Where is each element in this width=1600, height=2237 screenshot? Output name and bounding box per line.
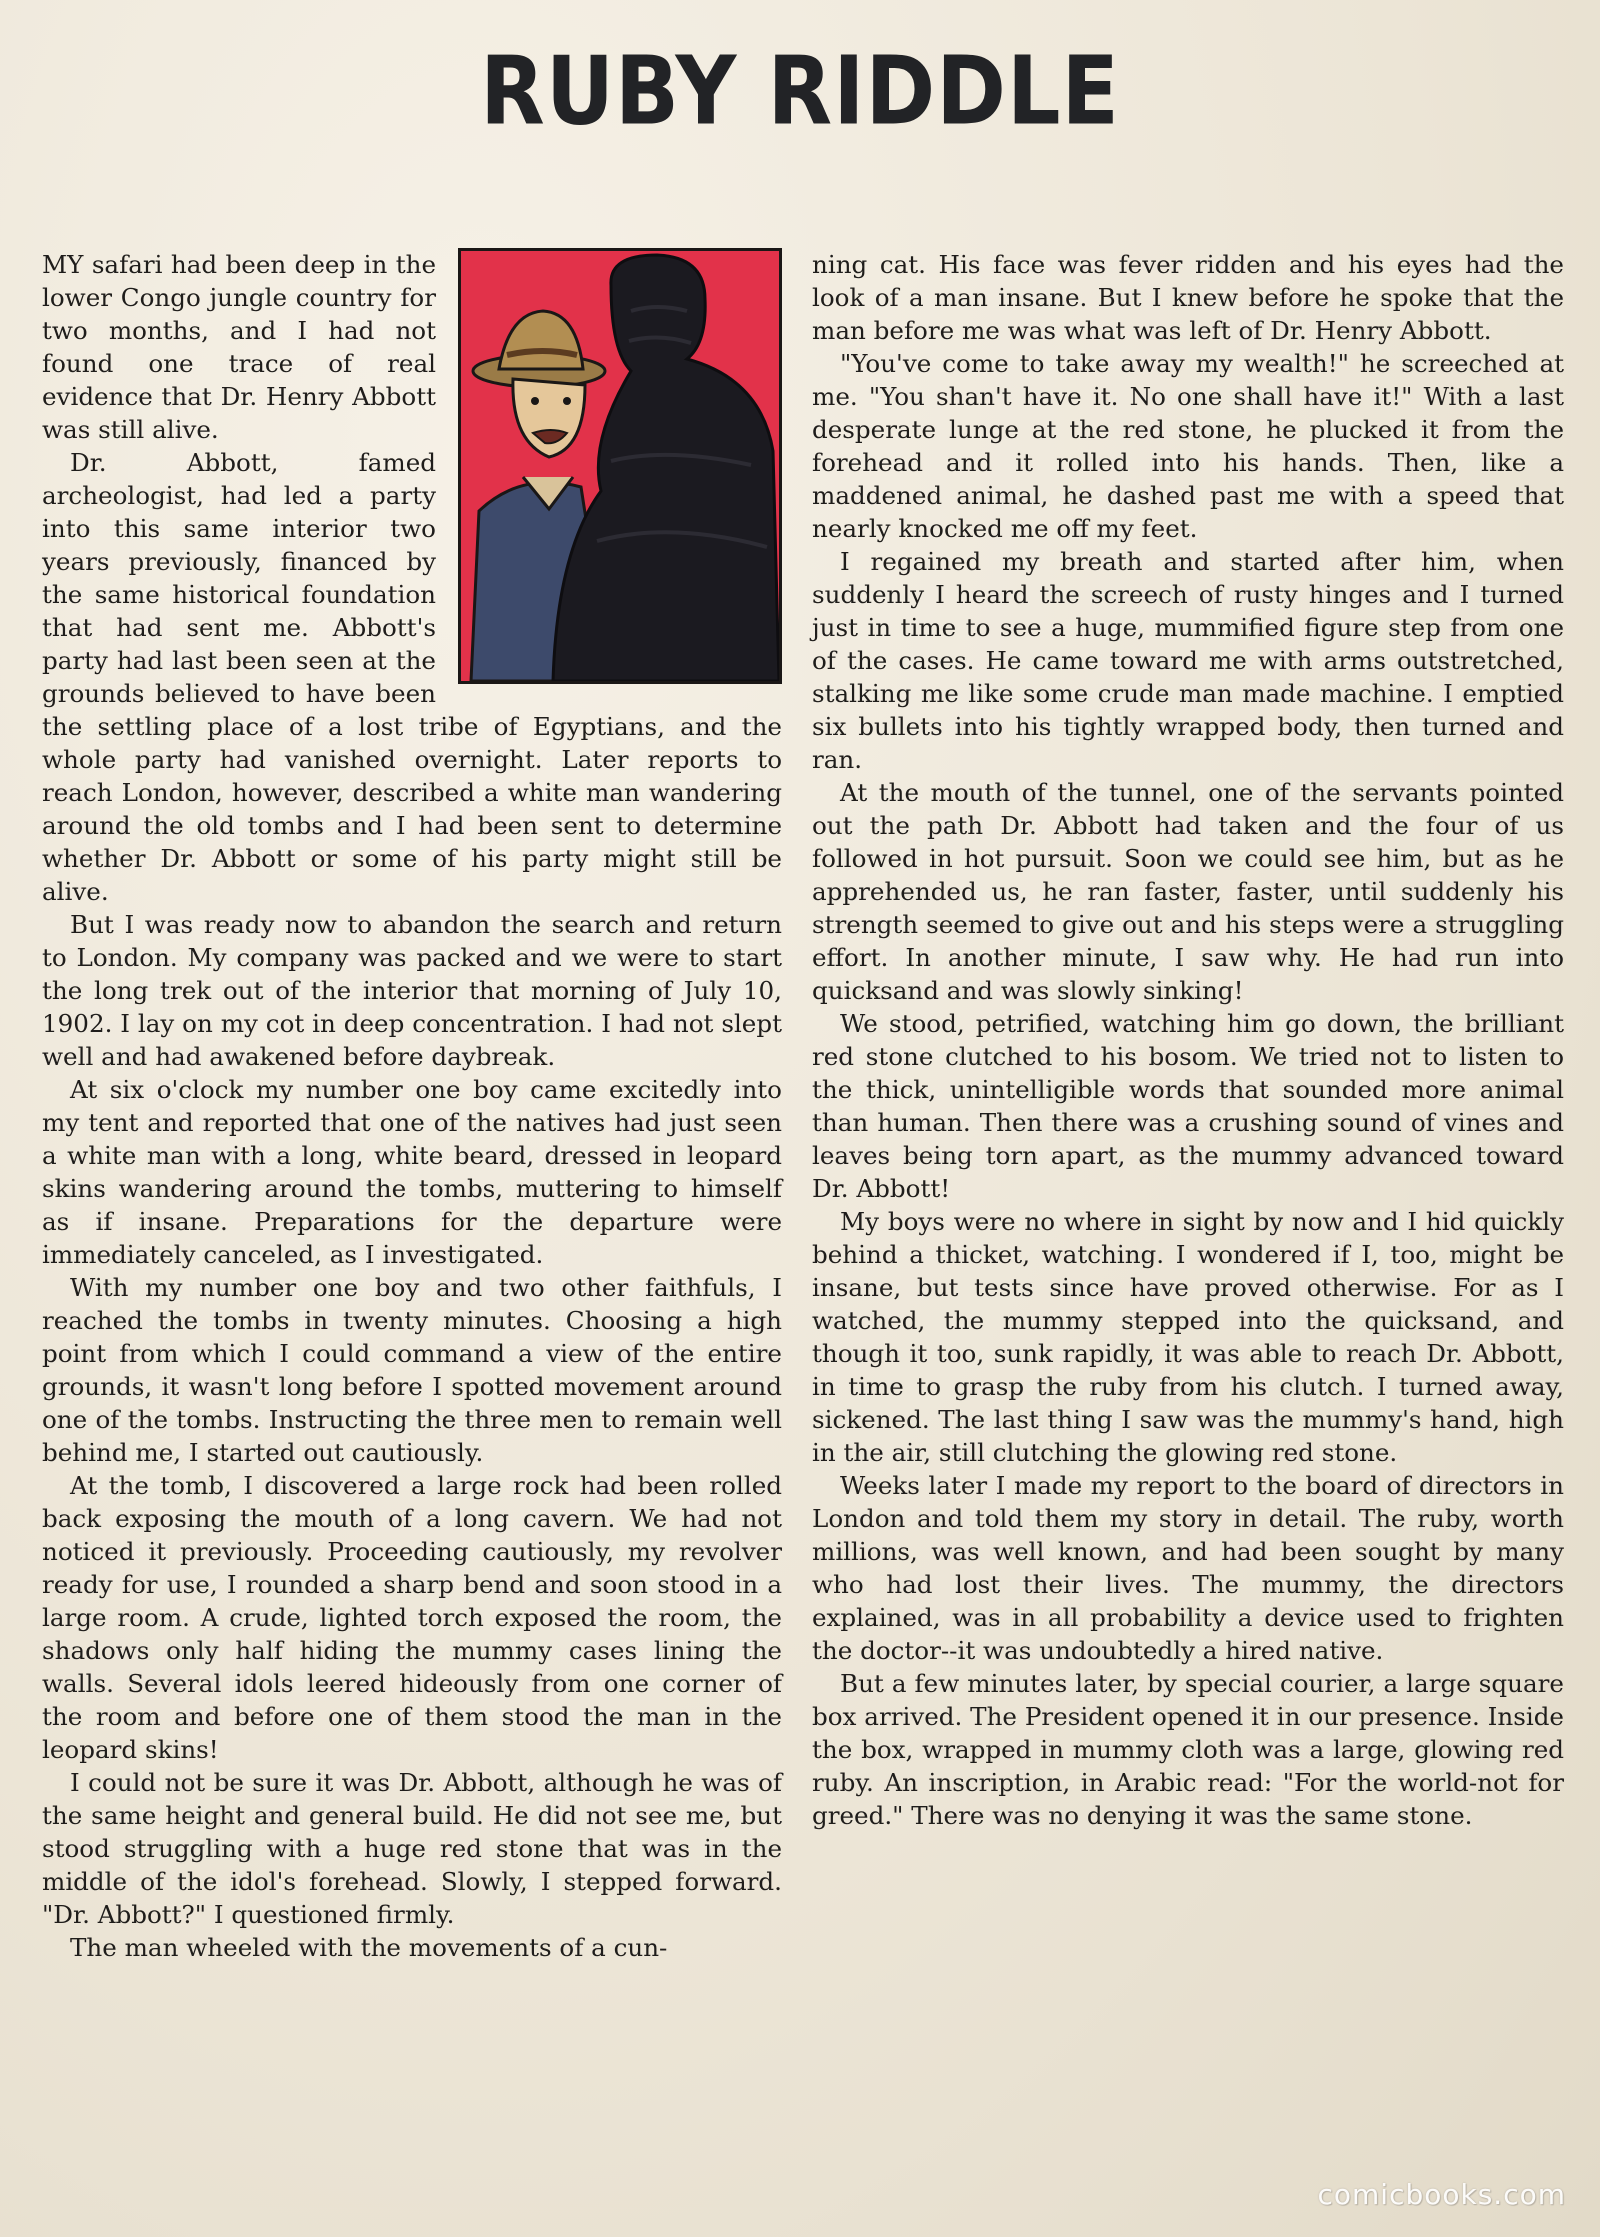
story-paragraph: Dr. Abbott, famed archeologist, had led a party into this same interior two years previously, financed by the same historical foundation that had sent me. Abbott's party had last been seen at the grounds believed to have been the settling place of a lost tribe of Egyptians, and the whole party had vanished overnight. Later reports to reach London, however, described a white man wandering around the old tombs and I had been sent to determine whether Dr. Abbott or some of his party might still be alive.: [42, 448, 782, 906]
story-paragraph: The man wheeled with the movements of a cun-: [70, 1933, 668, 1962]
story-paragraph: But I was ready now to abandon the search and return to London. My company was packed and we were to start the long trek out of the interior that morning of July 10, 1902. I lay on my cot in deep concentration. I had not slept well and had awakened before daybreak.: [42, 910, 782, 1071]
story-paragraph: With my number one boy and two other faithfuls, I reached the tombs in twenty minutes. Choosing a high point from which I could command a view of the entire grounds, it wasn't long before I spotted movement around one of the tombs. Instructing the three men to remain well behind me, I started out cautiously.: [42, 1273, 782, 1467]
story-paragraph: At the tomb, I discovered a large rock had been rolled back exposing the mouth of a long cavern. We had not noticed it previously. Proceeding cautiously, my revolver ready for use, I rounded a sharp bend and soon stood in a large room. A crude, lighted torch exposed the room, the shadows only half hiding the mummy cases lining the walls. Several idols leered hideously from one corner of the room and before one of them stood the man in the leopard skins!: [42, 1471, 782, 1764]
story-paragraph: But a few minutes later, by special courier, a large square box arrived. The President opened it in our presence. Inside the box, wrapped in mummy cloth was a large, glowing red ruby. An inscription, in Arabic read: "For the world-not for greed." There was no denying it was the same stone.: [812, 1669, 1564, 1830]
story-paragraph: My boys were no where in sight by now and I hid quickly behind a thicket, watching. I wondered if I, too, might be insane, but tests since have proved otherwise. For as I watched, the mummy stepped into the quicksand, and though it too, sunk rapidly, it was able to reach Dr. Abbott, in time to grasp the ruby from his clutch. I turned away, sickened. The last thing I saw was the mummy's hand, high in the air, still clutching the glowing red stone.: [812, 1207, 1564, 1467]
site-watermark: comicbooks.com: [1317, 2178, 1566, 2211]
right-column: [812, 248, 1564, 1832]
story-title: RUBY RIDDLE: [480, 36, 1120, 146]
story-paragraph: I regained my breath and started after him, when suddenly I heard the screech of rusty hinges and I turned just in time to see a huge, mummified figure step from one of the cases. He came toward me with arms outstretched, stalking me like some crude man made machine. I emptied six bullets into his tightly wrapped body, then turned and ran.: [812, 547, 1564, 774]
story-paragraph: "You've come to take away my wealth!" he screeched at me. "You shan't have it. No one shall have it!" With a last desperate lunge at the red stone, he plucked it from the forehead and it rolled into his hands. Then, like a maddened animal, he dashed past me with a speed that nearly knocked me off my feet.: [812, 349, 1564, 543]
story-paragraph: We stood, petrified, watching him go down, the brilliant red stone clutched to his bosom. We tried not to listen to the thick, unintelligible words that sounded more animal than human. Then there was a crushing sound of vines and leaves being torn apart, as the mummy advanced toward Dr. Abbott!: [812, 1009, 1564, 1203]
story-paragraph: Weeks later I made my report to the board of directors in London and told them my story in detail. The ruby, worth millions, was well known, and had been sought by many who had lost their lives. The mummy, the directors explained, was in all probability a device used to frighten the doctor--it was undoubtedly a hired native.: [812, 1471, 1564, 1665]
story-paragraph: At six o'clock my number one boy came excitedly into my tent and reported that one of the natives had just seen a white man with a long, white beard, dressed in leopard skins wandering around the tombs, muttering to himself as if insane. Preparations for the departure were immediately canceled, as I investigated.: [42, 1075, 782, 1269]
illustration-panel: [458, 248, 782, 684]
story-paragraph: MY safari had been deep in the lower Congo jungle country for two months, and I had not found one trace of real evidence that Dr. Henry Abbott was still alive.: [42, 250, 436, 444]
story-paragraph-continued: ning cat. His face was fever ridden and his eyes had the look of a man insane. But I knew before he spoke that the man before me was what was left of Dr. Henry Abbott.: [812, 250, 1564, 345]
story-paragraph: At the mouth of the tunnel, one of the servants pointed out the path Dr. Abbott had taken and the four of us followed in hot pursuit. Soon we could see him, but as he apprehended us, he ran faster, faster, until suddenly his strength seemed to give out and his steps were a struggling effort. In another minute, I saw why. He had run into quicksand and was slowly sinking!: [812, 778, 1564, 1005]
story-paragraph: I could not be sure it was Dr. Abbott, although he was of the same height and general build. He did not see me, but stood struggling with a huge red stone that was in the middle of the idol's forehead. Slowly, I stepped forward. "Dr. Abbott?" I questioned firmly.: [42, 1768, 782, 1929]
left-column: [42, 248, 782, 1964]
explorer-and-mummy-panel: [461, 251, 779, 681]
